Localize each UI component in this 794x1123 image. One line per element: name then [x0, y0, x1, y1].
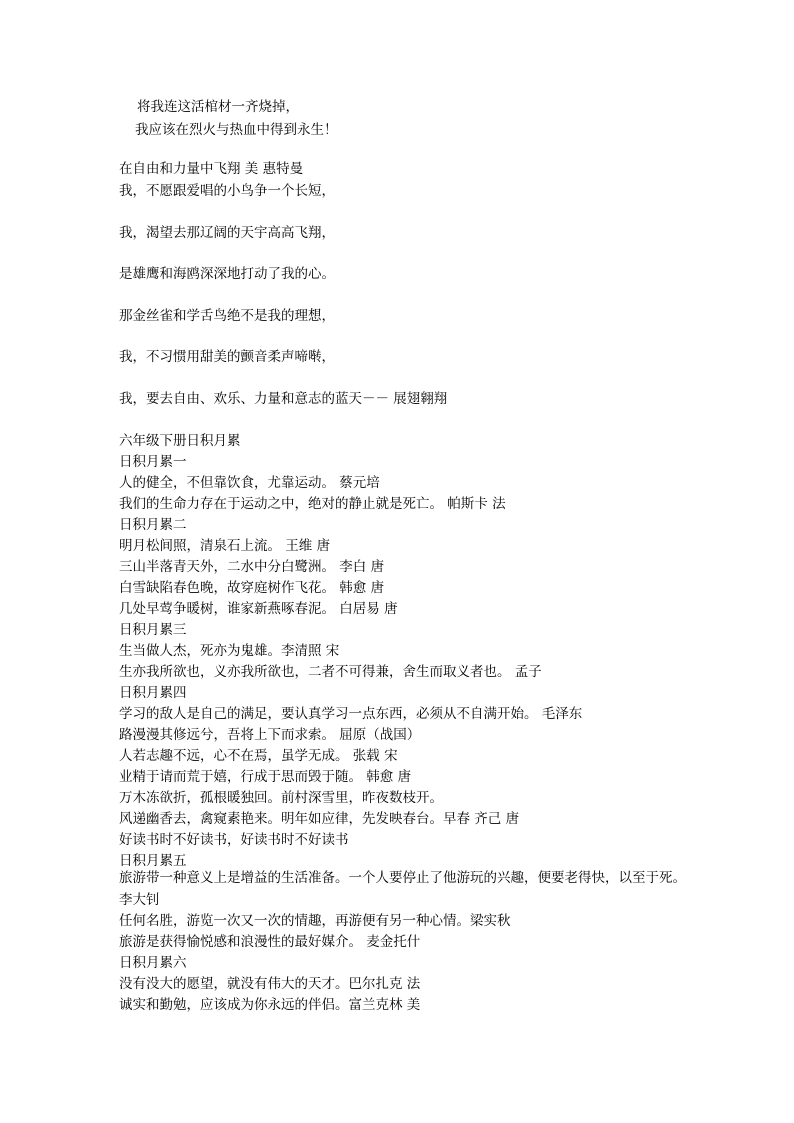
- quote-line: 明月松间照，清泉石上流。 王维 唐: [119, 538, 331, 554]
- quote-line: 人若志趣不远，心不在焉，虽学无成。 张载 宋: [119, 748, 398, 764]
- quote-line: 生当做人杰，死亦为鬼雄。李清照 宋: [119, 643, 340, 659]
- section-heading: 日积月累三: [119, 622, 187, 638]
- poem-line: 将我连这活棺材一齐烧掉，: [137, 99, 299, 115]
- quote-line: 没有没大的愿望，就没有伟大的天才。巴尔扎克 法: [119, 976, 421, 992]
- section-heading: 日积月累二: [119, 517, 187, 533]
- quote-line: 旅游带一种意义上是增益的生活准备。一个人要停止了他游玩的兴趣，便要老得快，以至于死。李大钊: [119, 870, 686, 908]
- poem-line: 我，不愿跟爱唱的小鸟争一个长短，: [119, 183, 335, 199]
- quote-line: 人的健全，不但靠饮食，尤靠运动。 蔡元培: [119, 475, 380, 491]
- quote-line: 学习的敌人是自己的满足，要认真学习一点东西，必须从不自满开始。 毛泽东: [119, 706, 583, 722]
- poem-line: 我，要去自由、欢乐、力量和意志的蓝天－－ 展翅翱翔: [119, 391, 448, 407]
- poem-line: 那金丝雀和学舌鸟绝不是我的理想，: [119, 308, 335, 324]
- quote-line: 业精于请而荒于嬉，行成于思而毁于随。 韩愈 唐: [119, 769, 412, 785]
- quote-line: 几处早莺争暖树，谁家新燕啄春泥。 白居易 唐: [119, 601, 398, 617]
- section-heading: 日积月累四: [119, 685, 187, 701]
- quote-line: 任何名胜，游览一次又一次的情趣，再游便有另一种心情。梁实秋: [119, 913, 511, 929]
- quote-line: 路漫漫其修远兮，吾将上下而求索。 屈原（战国）: [119, 727, 421, 743]
- poem-title: 在自由和力量中飞翔 美 惠特曼: [119, 161, 304, 177]
- quote-line: 三山半落青天外，二水中分白鹭洲。 李白 唐: [119, 559, 385, 575]
- quote-line: 生亦我所欲也，义亦我所欲也，二者不可得兼，舍生而取义者也。 孟子: [119, 664, 542, 680]
- poem-line: 我，不习惯用甜美的颤音柔声啼啭，: [119, 349, 335, 365]
- quote-line: 我们的生命力存在于运动之中，绝对的静止就是死亡。 帕斯卡 法: [119, 496, 506, 512]
- quote-line: 风递幽香去，禽窥素艳来。明年如应律，先发映春台。早春 齐己 唐: [119, 811, 520, 827]
- quote-line: 诚实和勤勉，应该成为你永远的伴侣。富兰克林 美: [119, 997, 421, 1013]
- quote-line: 白雪缺陷春色晚，故穿庭树作飞花。 韩愈 唐: [119, 580, 385, 596]
- quote-line: 万木冻欲折，孤根暖独回。前村深雪里，昨夜数枝开。: [119, 790, 443, 806]
- quote-line: 旅游是获得愉悦感和浪漫性的最好媒介。 麦金托什: [119, 934, 421, 950]
- section-heading: 日积月累五: [119, 853, 187, 869]
- poem-line: 我，渴望去那辽阔的天宇高高飞翔，: [119, 225, 335, 241]
- section-title: 六年级下册日积月累: [119, 433, 241, 449]
- poem-line: 我应该在烈火与热血中得到永生！: [135, 122, 338, 138]
- section-heading: 日积月累六: [119, 955, 187, 971]
- poem-line: 是雄鹰和海鸥深深地打动了我的心。: [119, 266, 335, 282]
- section-heading: 日积月累一: [119, 454, 187, 470]
- quote-line: 好读书时不好读书，好读书时不好读书: [119, 832, 349, 848]
